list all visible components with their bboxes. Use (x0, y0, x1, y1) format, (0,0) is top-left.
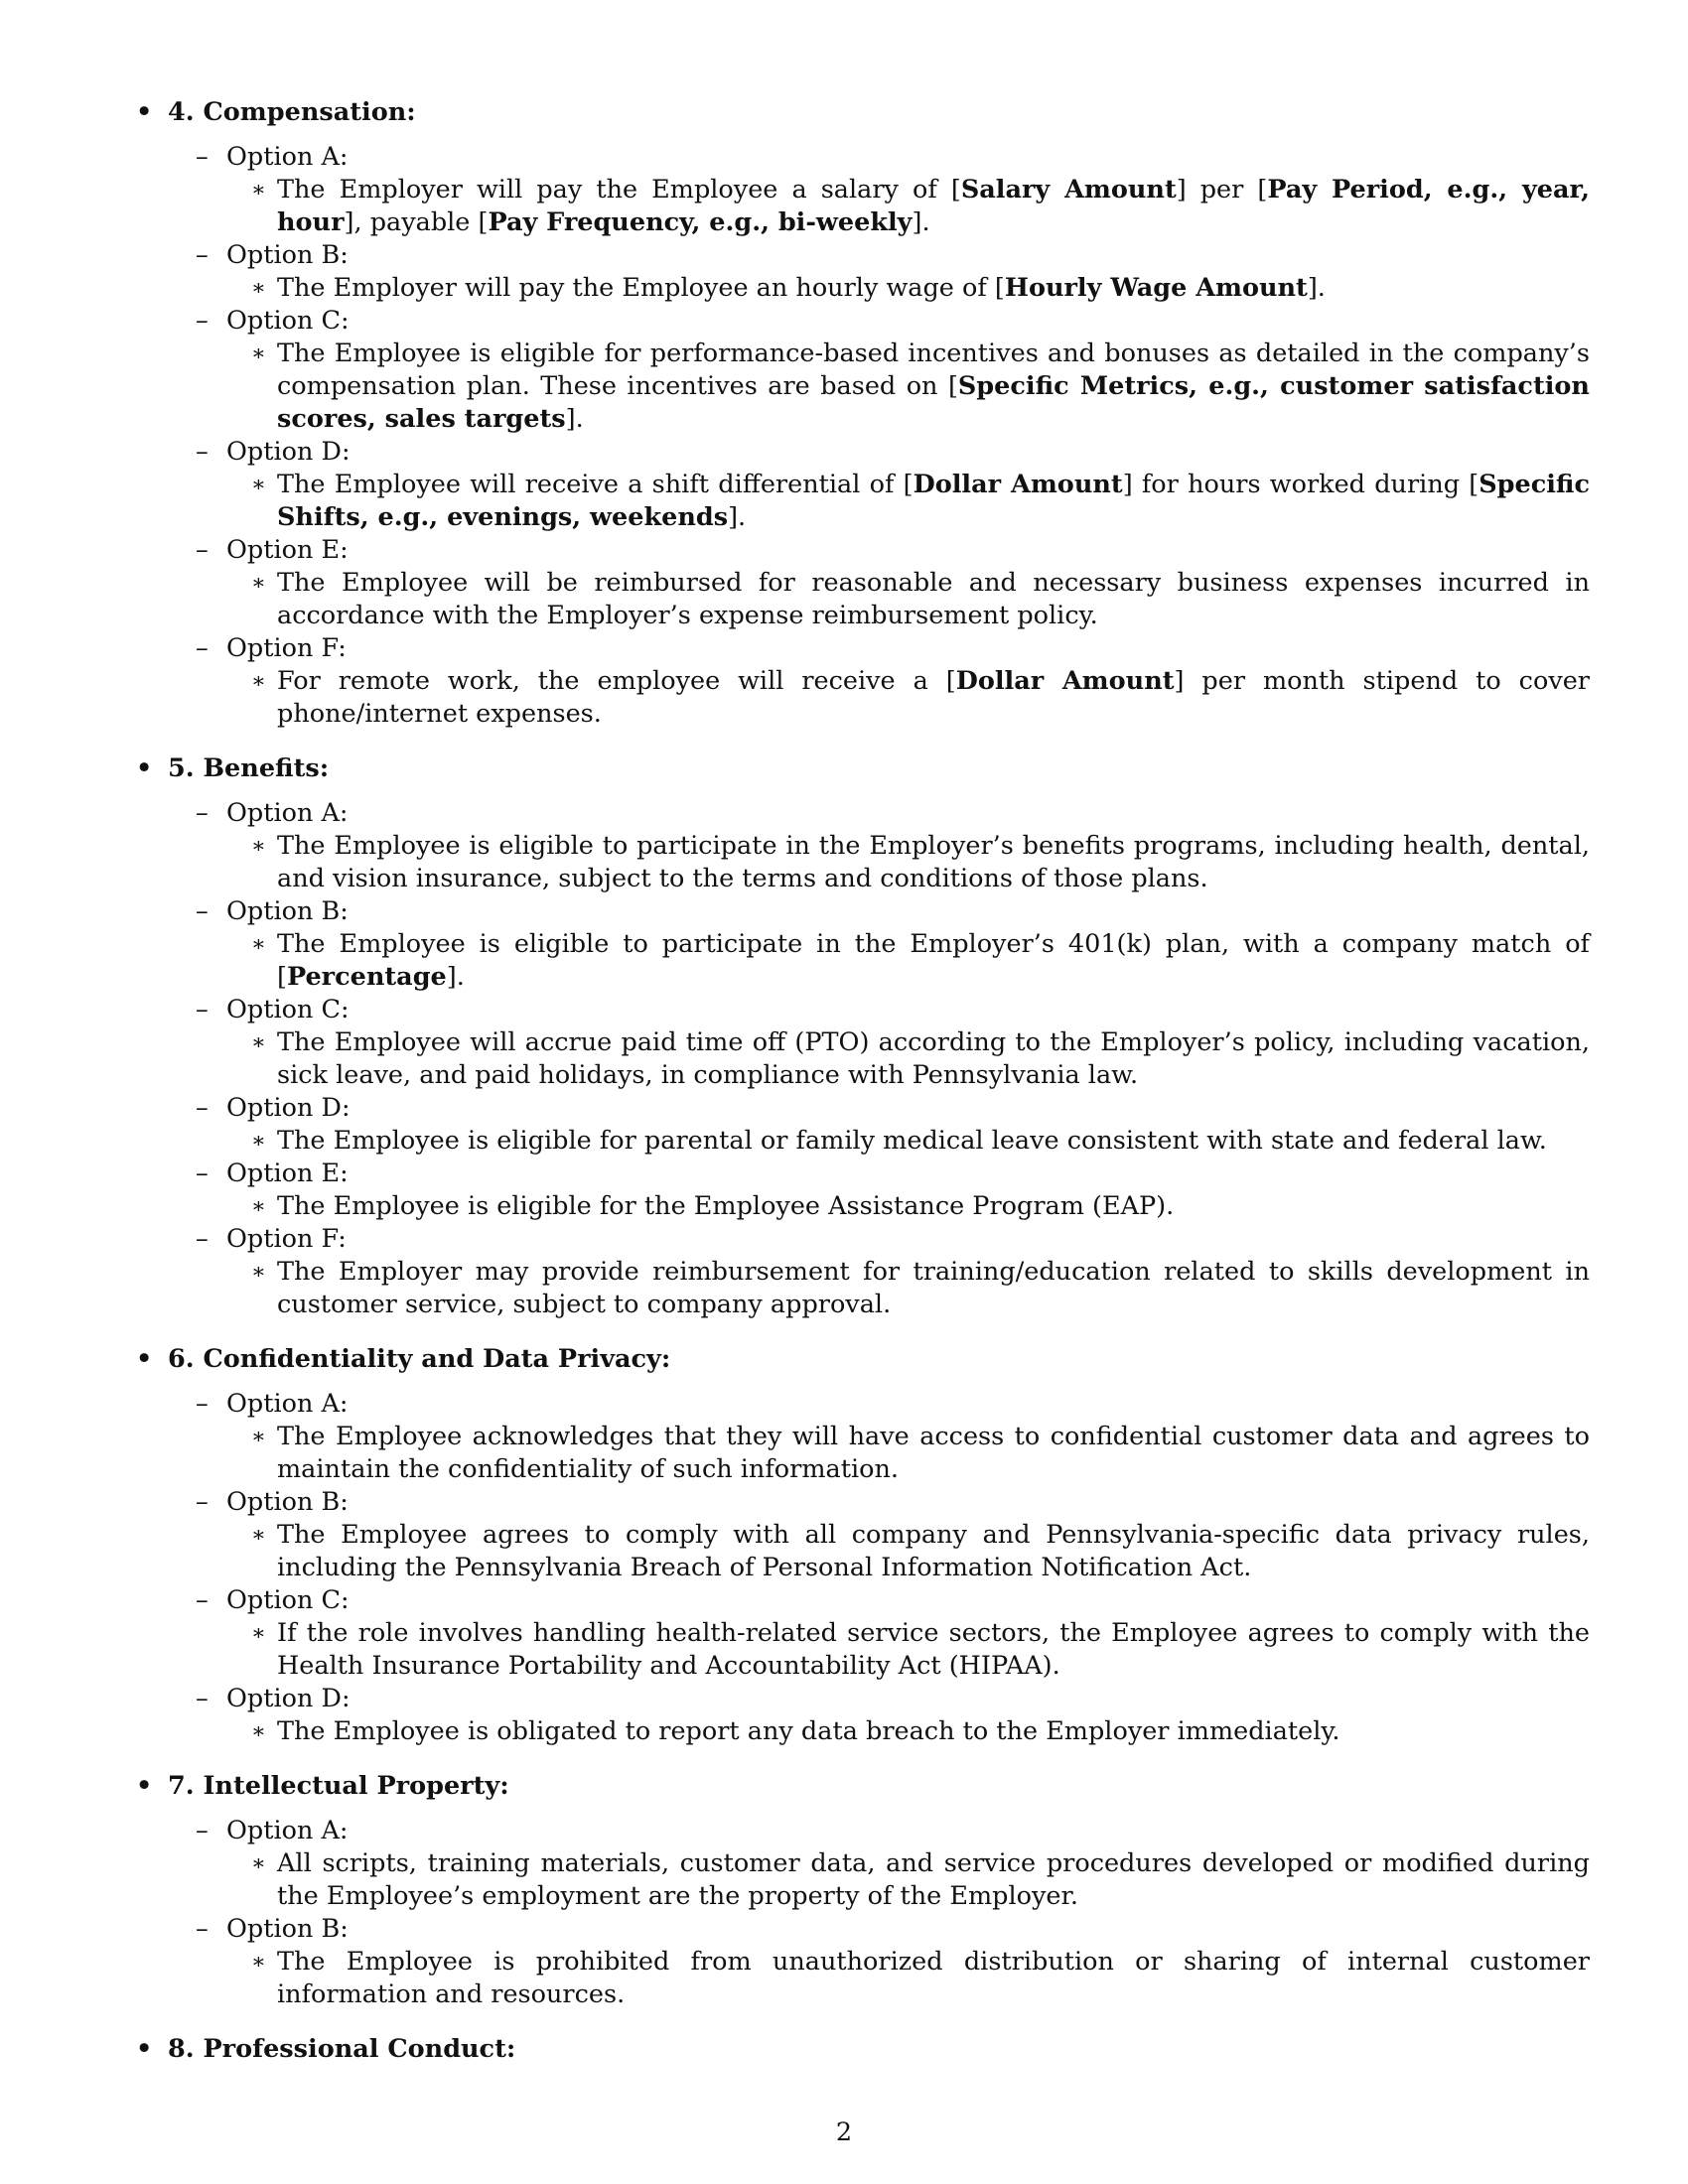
option-text (251, 830, 1590, 895)
text-segment: The Employee is eligible for performance-based incentives and bonuses as detailed in the company’s compensation plan. These incentives are based on [ (277, 339, 1590, 401)
option-label (132, 895, 1592, 928)
section-heading (132, 96, 1592, 129)
option-label-text: Option D: (226, 1093, 351, 1123)
asterisk-icon: ∗ (251, 1621, 266, 1646)
option-label (132, 1388, 1592, 1421)
option-label-text: Option B: (226, 240, 349, 270)
text-segment: If the role involves handling health-related service sectors, the Employee agrees to comply with the Health Insurance Portability and Accountability Act (HIPAA). (277, 1618, 1590, 1681)
placeholder-field: Percentage (286, 962, 447, 992)
placeholder-field: Specific Metrics, e.g., customer satisfaction scores, sales targets (277, 371, 1590, 434)
text-segment: ] for hours worked during [ (1122, 470, 1479, 499)
dash-icon: – (196, 1816, 209, 1845)
option-label (132, 1683, 1592, 1715)
option-label (132, 1223, 1592, 1256)
text-segment: ]. (912, 207, 930, 237)
section-heading (132, 1770, 1592, 1803)
dash-icon: – (196, 535, 209, 565)
option-label (132, 1584, 1592, 1617)
text-segment: The Employee agrees to comply with all company and Pennsylvania-specific data privacy rules, including the Pennsylvania Breach of Personal Information Notification Act. (277, 1520, 1590, 1582)
option-label (132, 1815, 1592, 1847)
text-segment: ], payable [ (344, 207, 489, 237)
asterisk-icon: ∗ (251, 1129, 266, 1154)
option-text (251, 567, 1590, 632)
option-label-text: Option B: (226, 896, 349, 926)
option-label (132, 239, 1592, 272)
option-label (132, 305, 1592, 338)
option-label-text: Option F: (226, 1224, 347, 1254)
placeholder-field: Pay Frequency, e.g., bi-weekly (488, 207, 913, 237)
section-heading-text: 5. Benefits: (168, 753, 330, 783)
placeholder-field: Specific Shifts, e.g., evenings, weekends (277, 470, 1590, 532)
option-label-text: Option A: (226, 1389, 349, 1419)
option-item (132, 1223, 1592, 1321)
option-text (251, 1519, 1590, 1584)
option-text (251, 1946, 1590, 2011)
asterisk-icon: ∗ (251, 571, 266, 596)
option-label-text: Option B: (226, 1487, 349, 1517)
dash-icon: – (196, 142, 209, 172)
dash-icon: – (196, 1093, 209, 1123)
dash-icon: – (196, 1914, 209, 1944)
asterisk-icon: ∗ (251, 1719, 266, 1744)
text-segment: The Employer will pay the Employee an hourly wage of [ (277, 273, 1005, 303)
option-item (132, 632, 1592, 731)
option-label (132, 994, 1592, 1026)
option-text (251, 174, 1590, 239)
text-segment: For remote work, the employee will receive a [ (277, 666, 956, 696)
option-text (251, 1715, 1590, 1748)
option-label (132, 1158, 1592, 1190)
option-item (132, 994, 1592, 1092)
text-segment: ] per month stipend to cover phone/internet expenses. (277, 666, 1591, 729)
dash-icon: – (196, 306, 209, 336)
asterisk-icon: ∗ (251, 341, 266, 366)
text-segment: The Employee acknowledges that they will have access to confidential customer data and agrees to maintain the confidentiality of such information. (277, 1422, 1590, 1484)
text-segment: The Employee is eligible for parental or family medical leave consistent with state and federal law. (277, 1126, 1547, 1156)
option-label (132, 632, 1592, 665)
bullet-icon: • (136, 1344, 153, 1374)
asterisk-icon: ∗ (251, 1950, 266, 1975)
option-label-text: Option C: (226, 1585, 350, 1615)
section (132, 96, 1592, 731)
option-label (132, 436, 1592, 469)
text-segment: The Employee is obligated to report any data breach to the Employer immediately. (277, 1716, 1340, 1746)
page-number: 2 (835, 2117, 853, 2147)
asterisk-icon: ∗ (251, 473, 266, 497)
section-heading (132, 2033, 1592, 2066)
section-heading-text: 6. Confidentiality and Data Privacy: (168, 1344, 671, 1374)
option-label-text: Option E: (226, 1159, 349, 1188)
section (132, 2033, 1592, 2066)
option-item (132, 1158, 1592, 1223)
asterisk-icon: ∗ (251, 1851, 266, 1876)
dash-icon: – (196, 1684, 209, 1713)
dash-icon: – (196, 437, 209, 467)
text-segment: The Employer will pay the Employee a salary of (277, 175, 951, 205)
option-item (132, 1584, 1592, 1683)
option-label-text: Option C: (226, 306, 350, 336)
option-item (132, 1683, 1592, 1748)
dash-icon: – (196, 633, 209, 663)
option-text (251, 469, 1590, 534)
asterisk-icon: ∗ (251, 834, 266, 859)
dash-icon: – (196, 1487, 209, 1517)
option-item (132, 239, 1592, 305)
option-item (132, 305, 1592, 436)
option-item (132, 1913, 1592, 2011)
asterisk-icon: ∗ (251, 1260, 266, 1285)
placeholder-field: Dollar Amount (955, 666, 1175, 696)
option-text (251, 665, 1591, 731)
option-item (132, 534, 1592, 632)
asterisk-icon: ∗ (251, 669, 266, 694)
option-label (132, 797, 1592, 830)
text-segment: ]. (1307, 273, 1326, 303)
option-item (132, 1815, 1592, 1913)
option-label (132, 1092, 1592, 1125)
dash-icon: – (196, 798, 209, 828)
text-segment: ] per [ (1176, 175, 1268, 205)
section (132, 1343, 1592, 1748)
placeholder-field: Dollar Amount (913, 470, 1123, 499)
asterisk-icon: ∗ (251, 178, 266, 203)
option-item (132, 797, 1592, 895)
bullet-icon: • (136, 2034, 153, 2064)
text-segment: ]. (565, 404, 584, 434)
dash-icon: – (196, 995, 209, 1024)
dash-icon: – (196, 240, 209, 270)
option-label-text: Option D: (226, 1684, 351, 1713)
placeholder-field: Pay Period, e.g., year, hour (277, 175, 1590, 237)
text-segment: The Employee is eligible for the Employee Assistance Program (EAP). (277, 1191, 1175, 1221)
dash-icon: – (196, 1585, 209, 1615)
option-item (132, 1486, 1592, 1584)
option-item (132, 436, 1592, 534)
dash-icon: – (196, 1224, 209, 1254)
option-text (251, 1847, 1590, 1913)
bullet-icon: • (136, 97, 153, 127)
option-text (251, 1190, 1590, 1223)
bullet-icon: • (136, 1771, 153, 1801)
asterisk-icon: ∗ (251, 932, 266, 957)
bullet-icon: • (136, 753, 153, 783)
option-label (132, 1486, 1592, 1519)
option-text (251, 928, 1590, 994)
dash-icon: – (196, 896, 209, 926)
option-item (132, 1092, 1592, 1158)
text-segment: The Employee is eligible to participate in the Employer’s 401(k) plan, with a company match of [ (277, 929, 1590, 992)
text-segment: The Employee will accrue paid time off (PTO) according to the Employer’s policy, including vacation, sick leave, and paid holidays, in compliance with Pennsylvania law. (277, 1027, 1590, 1090)
option-item (132, 1388, 1592, 1486)
option-text (251, 1256, 1590, 1321)
option-text (251, 1026, 1590, 1092)
dash-icon: – (196, 1159, 209, 1188)
text-segment: The Employee will be reimbursed for reasonable and necessary business expenses incurred in accordance with the Employer’s expense reimbursement policy. (277, 568, 1590, 630)
option-item (132, 141, 1592, 239)
option-text (251, 338, 1590, 436)
option-label (132, 1913, 1592, 1946)
text-segment: ]. (728, 502, 747, 532)
text-segment: All scripts, training materials, customer data, and service procedures developed or modified during the Employee’s employment are the property of the Employer. (277, 1848, 1590, 1911)
asterisk-icon: ∗ (251, 1523, 266, 1548)
asterisk-icon: ∗ (251, 1194, 266, 1219)
asterisk-icon: ∗ (251, 276, 266, 301)
option-text (251, 1421, 1590, 1486)
section-heading (132, 1343, 1592, 1376)
text-segment: The Employee will receive a shift differential of [ (277, 470, 914, 499)
placeholder-field: Hourly Wage Amount (1004, 273, 1308, 303)
option-label-text: Option A: (226, 142, 349, 172)
option-label-text: Option D: (226, 437, 351, 467)
option-label (132, 534, 1592, 567)
section (132, 752, 1592, 1321)
section-heading-text: 7. Intellectual Property: (168, 1771, 509, 1801)
section (132, 1770, 1592, 2011)
section-heading-text: 8. Professional Conduct: (168, 2034, 516, 2064)
placeholder-field: Salary Amount (960, 175, 1177, 205)
option-label-text: Option E: (226, 535, 349, 565)
document-body (132, 96, 1592, 2088)
option-item (132, 895, 1592, 994)
text-segment: [ (950, 175, 961, 205)
dash-icon: – (196, 1389, 209, 1419)
option-text (251, 1617, 1590, 1683)
text-segment: The Employee is prohibited from unauthorized distribution or sharing of internal customer information and resources. (277, 1947, 1590, 2009)
text-segment: The Employee is eligible to participate in the Employer’s benefits programs, including health, dental, and vision insurance, subject to the terms and conditions of those plans. (277, 831, 1590, 893)
option-label-text: Option A: (226, 1816, 349, 1845)
text-segment: The Employer may provide reimbursement for training/education related to skills development in customer service, subject to company approval. (277, 1257, 1590, 1319)
option-text (251, 272, 1590, 305)
text-segment: ]. (446, 962, 465, 992)
section-heading (132, 752, 1592, 785)
option-label-text: Option C: (226, 995, 350, 1024)
option-text (251, 1125, 1590, 1158)
asterisk-icon: ∗ (251, 1030, 266, 1055)
asterisk-icon: ∗ (251, 1425, 266, 1449)
section-heading-text: 4. Compensation: (168, 97, 416, 127)
option-label (132, 141, 1592, 174)
option-label-text: Option F: (226, 633, 347, 663)
option-label-text: Option A: (226, 798, 349, 828)
option-label-text: Option B: (226, 1914, 349, 1944)
